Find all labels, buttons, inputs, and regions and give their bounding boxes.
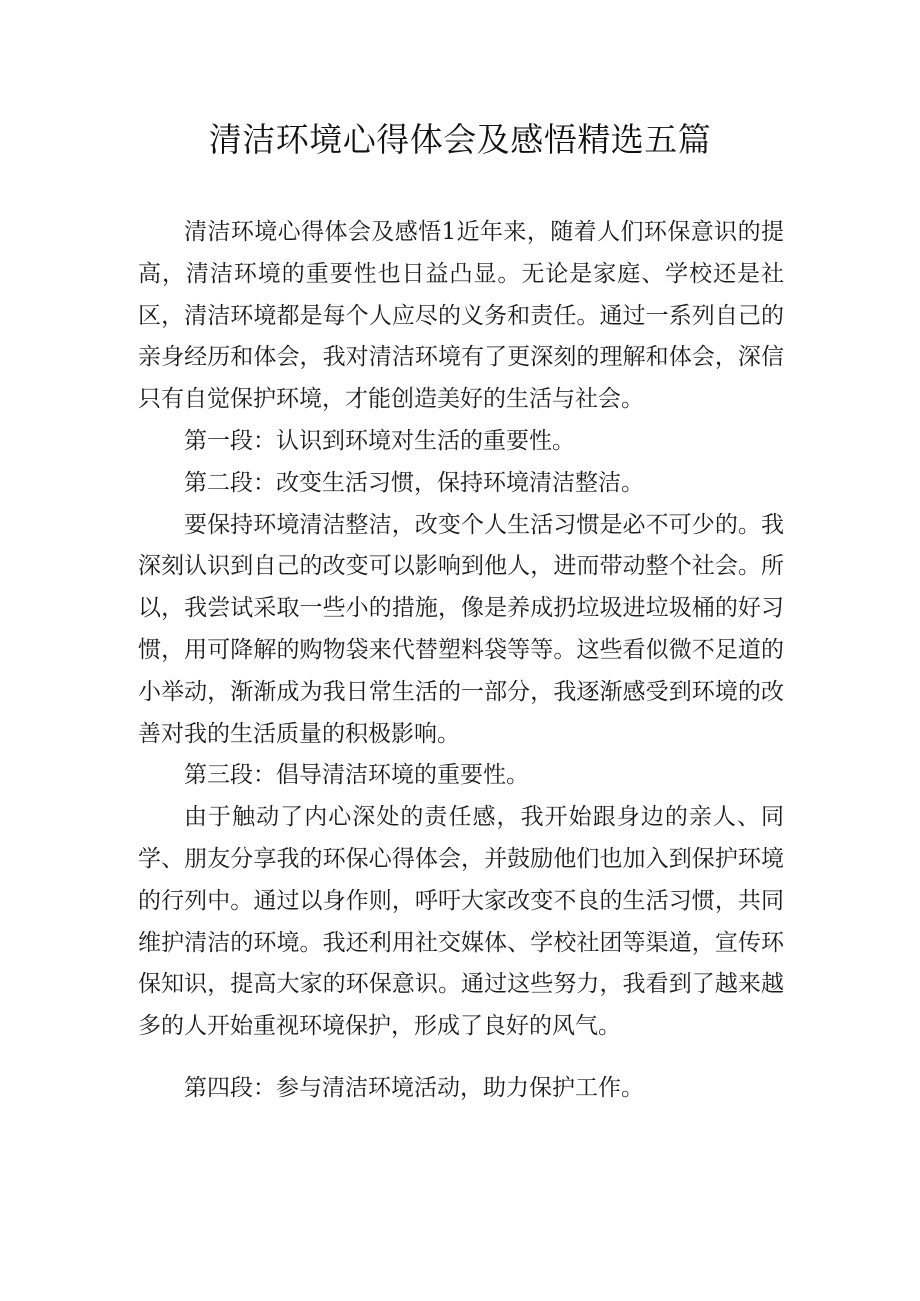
paragraph-intro: 清洁环境心得体会及感悟1近年来，随着人们环保意识的提高，清洁环境的重要性也日益凸显。无论是家庭、学校还是社区，清洁环境都是每个人应尽的义务和责任。通过一系列自己的亲身经历和体会，我对清洁环境有了更深刻的理解和体会，深信只有自觉保护环境，才能创造美好的生活与社会。 [138,219,784,413]
section-heading-4: 第四段：参与清洁环境活动，助力保护工作。 [184,1074,644,1101]
page-title: 清洁环境心得体会及感悟精选五篇 [208,120,712,159]
paragraph-section-3: 由于触动了内心深处的责任感，我开始跟身边的亲人、同学、朋友分享我的环保心得体会，并鼓励他们也加入到保护环境的行列中。通过以身作则，呼吁大家改变不良的生活习惯，共同维护清洁的环境。我还利用社交媒体、学校社团等渠道，宣传环保知识，提高大家的环保意识。通过这些努力，我看到了越来越多的人开始重视环境保护，形成了良好的风气。 [138,804,784,1040]
section-heading-3: 第三段：倡导清洁环境的重要性。 [184,762,529,789]
section-heading-2: 第二段：改变生活习惯，保持环境清洁整洁。 [184,469,644,496]
paragraph-section-2: 要保持环境清洁整洁，改变个人生活习惯是必不可少的。我深刻认识到自己的改变可以影响到他人，进而带动整个社会。所以，我尝试采取一些小的措施，像是养成扔垃圾进垃圾桶的好习惯，用可降解的购物袋来代替塑料袋等等。这些看似微不足道的小举动，渐渐成为我日常生活的一部分，我逐渐感受到环境的改善对我的生活质量的积极影响。 [138,511,784,747]
document-body [138,212,784,1110]
section-heading-1: 第一段：认识到环境对生活的重要性。 [184,427,575,454]
